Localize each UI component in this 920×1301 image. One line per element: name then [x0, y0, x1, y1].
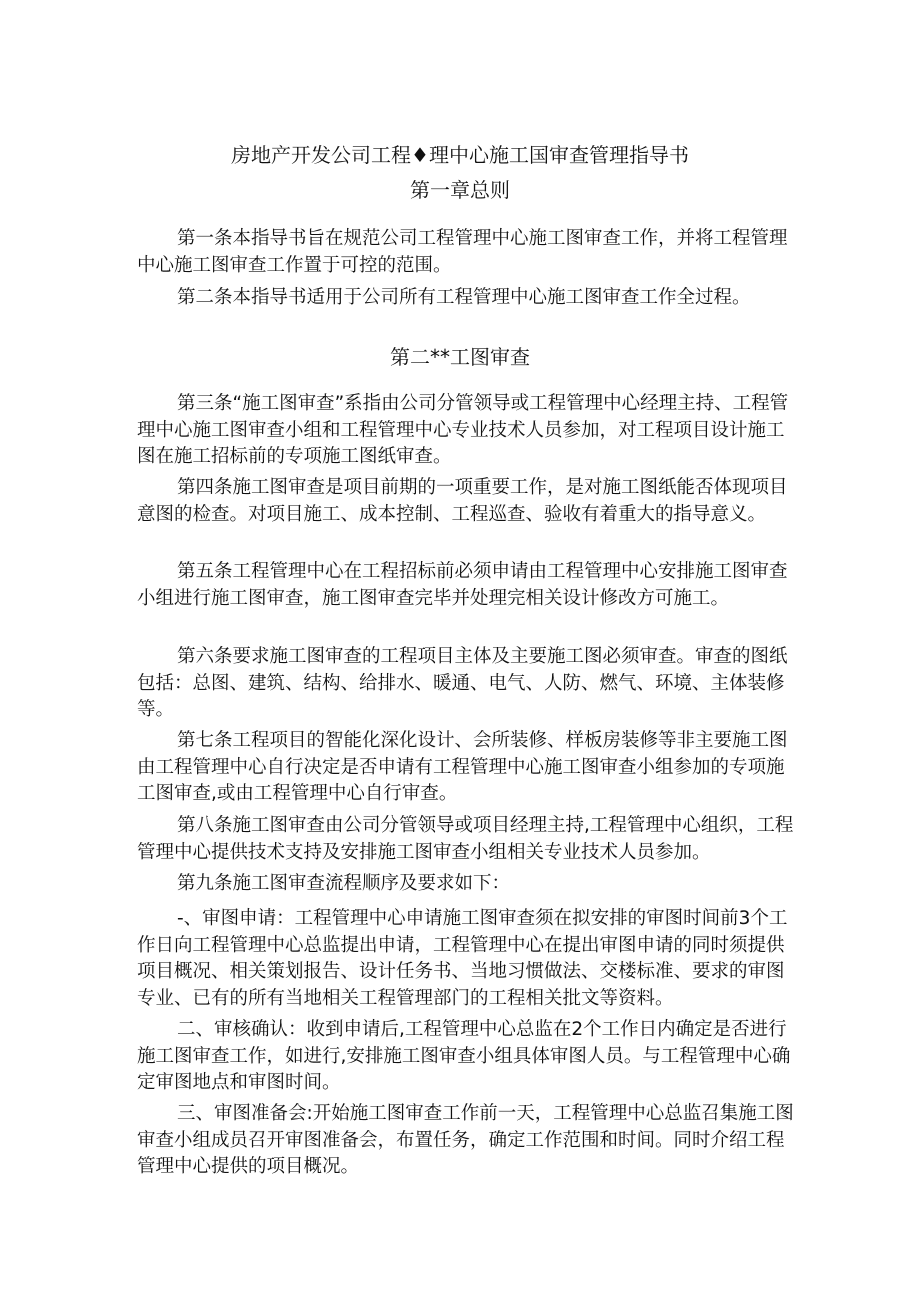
article-5-paragraph: 第五条工程管理中心在工程招标前必须申请由工程管理中心安排施工图审查小组进行施工图审查，施工图审查完毕并处理完相关设计修改方可施工。	[137, 561, 788, 609]
article-8-paragraph: 第八条施工图审查由公司分管领导或项目经理主持,工程管理中心组织，工程管理中心提供技术支持及安排施工图审查小组相关专业技术人员参加。	[137, 815, 794, 863]
article-6-paragraph: 第六条要求施工图审查的工程项目主体及主要施工图必须审查。审查的图纸包括：总图、建筑、结构、给排水、暖通、电气、人防、燃气、环境、主体装修等。	[137, 646, 788, 720]
document-title: 房地产开发公司工程♦理中心施工国审查管理指导书	[231, 143, 689, 167]
article-9-paragraph: 第九条施工图审查流程顺序及要求如下：	[177, 873, 511, 894]
chapter-1-heading: 第一章总则	[410, 178, 510, 202]
article-7-paragraph: 第七条工程项目的智能化深化设计、会所装修、样板房装修等非主要施工图由工程管理中心自行决定是否申请有工程管理中心施工图审查小组参加的专项施工图审查,或由工程管理中心自行审查。	[137, 730, 788, 804]
article-2-paragraph: 第二条本指导书适用于公司所有工程管理中心施工图审查工作全过程。	[177, 287, 751, 308]
article-4-paragraph: 第四条施工图审查是项目前期的一项重要工作，是对施工图纸能否体现项目意图的检查。对项目施工、成本控制、工程巡查、验收有着重大的指导意义。	[137, 477, 788, 525]
step-2-paragraph: 二、审核确认：收到申请后,工程管理中心总监在2个工作日内确定是否进行施工图审查工作，如进行,安排施工图审查小组具体审图人员。与工程管理中心确定审图地点和审图时间。	[137, 1019, 791, 1093]
article-3-paragraph: 第三条“施工图审查”系指由公司分管领导或工程管理中心经理主持、工程管理中心施工图审查小组和工程管理中心专业技术人员参加，对工程项目设计施工图在施工招标前的专项施工图纸审查。	[137, 393, 789, 467]
chapter-2-heading: 第二**工图审查	[390, 345, 530, 369]
article-1-paragraph: 第一条本指导书旨在规范公司工程管理中心施工图审查工作，并将工程管理中心施工图审查工作置于可控的范围。	[137, 228, 788, 276]
step-1-paragraph: -、审图申请：工程管理中心申请施工图审查须在拟安排的审图时间前3个工作日向工程管理中心总监提出申请，工程管理中心在提出审图申请的同时须提供项目概况、相关策划报告、设计任务书、当地习惯做法、交楼标准、要求的审图专业、已有的所有当地相关工程管理部门的工程相关批文等资料。	[137, 908, 788, 1009]
step-3-paragraph: 三、审图准备会:开始施工图审查工作前一天，工程管理中心总监召集施工图审查小组成员召开审图准备会，布置任务，确定工作范围和时间。同时介绍工程管理中心提供的项目概况。	[137, 1103, 794, 1177]
